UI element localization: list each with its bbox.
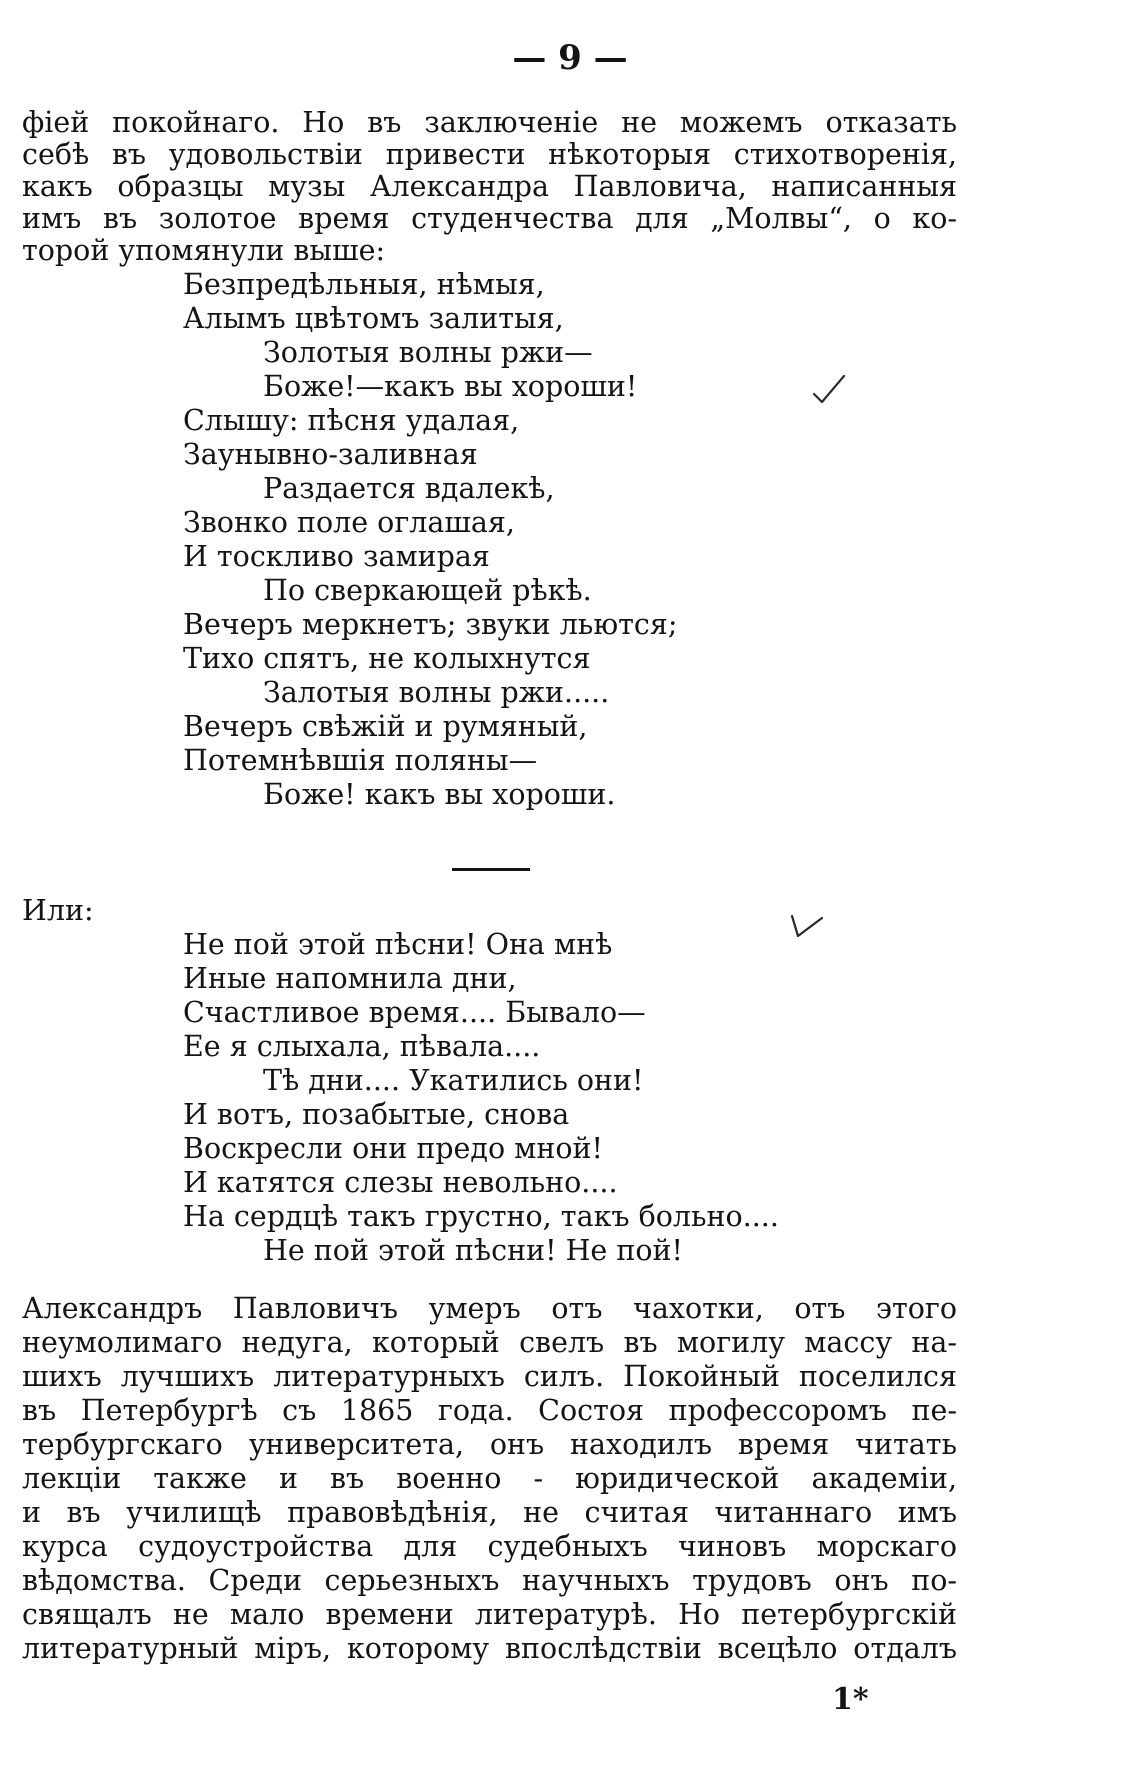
poem2-line: На сердцѣ такъ грустно, такъ больно.... <box>183 1200 779 1233</box>
page-number: — 9 — <box>512 38 628 78</box>
poem2-line: Воскресли они предо мной! <box>183 1132 603 1165</box>
poem2-line: И катятся слезы невольно.... <box>183 1166 618 1199</box>
poem1-line: Тихо спятъ, не колыхнутся <box>183 642 591 675</box>
poem1-line: Залотыя волны ржи..... <box>263 676 610 709</box>
closing-line: шихъ лучшихъ литературныхъ силъ. Покойный поселился <box>22 1360 957 1393</box>
or-label: Или: <box>22 894 94 927</box>
poem2-line: Не пой этой пѣсни! Она мнѣ <box>183 928 613 961</box>
poem2-line: И вотъ, позабытые, снова <box>183 1098 570 1131</box>
closing-line: и въ училищѣ правовѣдѣнiя, не считая читаннаго имъ <box>22 1496 957 1529</box>
closing-line: литературный мiръ, которому впослѣдствiи всецѣло отдалъ <box>22 1632 957 1665</box>
pencil-checkmark-icon <box>788 908 828 942</box>
intro-line: себѣ въ удовольствiи привести нѣкоторыя стихотворенiя, <box>22 138 957 171</box>
poem1-line: Потемнѣвшiя поляны— <box>183 744 538 777</box>
poem1-line: Безпредѣльныя, нѣмыя, <box>183 268 545 301</box>
poem1-line: Вечеръ свѣжiй и румяный, <box>183 710 588 743</box>
closing-line: тербургскаго университета, онъ находилъ время читать <box>22 1428 957 1461</box>
intro-line: имъ въ золотое время студенчества для „Молвы“, о ко- <box>22 202 957 235</box>
poem1-line: И тоскливо замирая <box>183 540 490 573</box>
poem1-line: Боже! какъ вы хороши. <box>263 778 616 811</box>
signature-mark: 1* <box>832 1682 869 1717</box>
intro-line: фiей покойнаго. Но въ заключенiе не можемъ отказать <box>22 106 957 139</box>
closing-line: курса судоустройства для судебныхъ чиновъ морскаго <box>22 1530 957 1563</box>
poem1-line: Алымъ цвѣтомъ залитыя, <box>183 302 564 335</box>
closing-line: Александръ Павловичъ умеръ отъ чахотки, отъ этого <box>22 1292 957 1325</box>
closing-line: свящалъ не мало времени литературѣ. Но петербургскiй <box>22 1598 957 1631</box>
closing-line: вѣдомства. Среди серьезныхъ научныхъ трудовъ онъ по- <box>22 1564 957 1597</box>
poem2-line: Ее я слыхала, пѣвала.... <box>183 1030 541 1063</box>
closing-line: лекцiи также и въ военно - юридической академiи, <box>22 1462 957 1495</box>
section-divider <box>452 868 530 871</box>
poem1-line: По сверкающей рѣкѣ. <box>263 574 592 607</box>
intro-line: торой упомянули выше: <box>22 234 386 267</box>
poem2-line: Счастливое время.... Бывало— <box>183 996 646 1029</box>
poem1-line: Заунывно-заливная <box>183 438 478 471</box>
pencil-checkmark-icon <box>810 372 850 406</box>
closing-line: въ Петербургѣ съ 1865 года. Состоя профессоромъ пе- <box>22 1394 957 1427</box>
poem1-line: Вечеръ меркнетъ; звуки льются; <box>183 608 678 641</box>
poem1-line: Слышу: пѣсня удалая, <box>183 404 520 437</box>
intro-line: какъ образцы музы Александра Павловича, написанныя <box>22 170 957 203</box>
poem1-line: Золотыя волны ржи— <box>263 336 593 369</box>
poem1-line: Раздается вдалекѣ, <box>263 472 555 505</box>
poem2-line: Не пой этой пѣсни! Не пой! <box>263 1234 683 1267</box>
poem1-line: Боже!—какъ вы хороши! <box>263 370 638 403</box>
closing-line: неумолимаго недуга, который свелъ въ могилу массу на- <box>22 1326 957 1359</box>
poem2-line: Иные напомнила дни, <box>183 962 517 995</box>
poem1-line: Звонко поле оглашая, <box>183 506 515 539</box>
poem2-line: Тѣ дни.... Укатились они! <box>263 1064 644 1097</box>
